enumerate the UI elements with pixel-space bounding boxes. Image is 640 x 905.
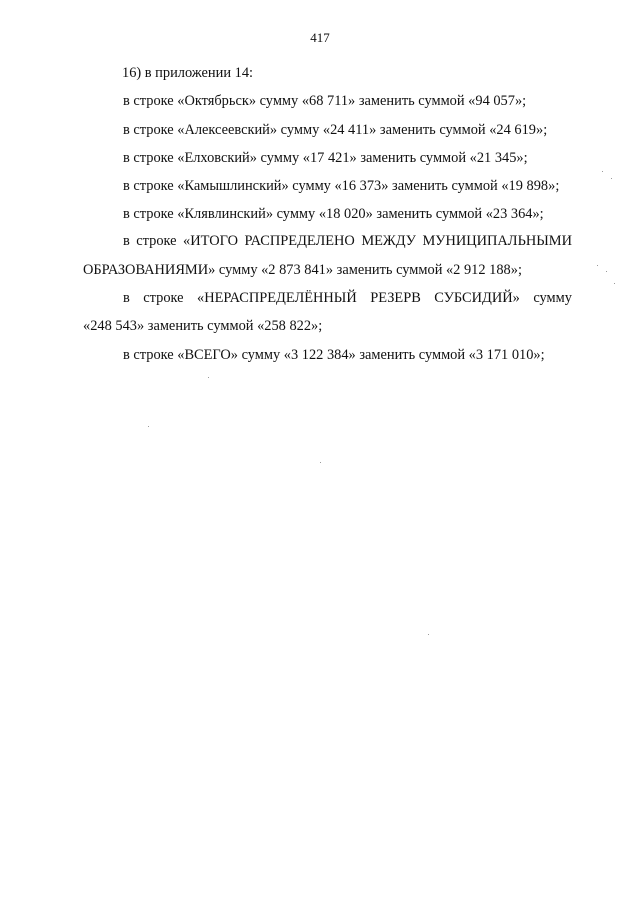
section-heading: 16) в приложении 14: — [122, 65, 254, 81]
word: СУБСИДИЙ» — [434, 290, 520, 306]
itogo-line-1 — [123, 232, 572, 250]
amendment-line: в строке «Клявлинский» сумму «18 020» заменить суммой «23 364»; — [123, 206, 544, 222]
word: строке — [143, 290, 184, 306]
scan-speck — [614, 283, 615, 284]
scan-speck — [602, 171, 603, 172]
scan-speck — [208, 377, 209, 378]
scan-speck — [606, 271, 607, 272]
amendment-line: в строке «Камышлинский» сумму «16 373» заменить суммой «19 898»; — [123, 178, 560, 194]
scan-speck — [148, 426, 149, 427]
total-line: в строке «ВСЕГО» сумму «3 122 384» заменить суммой «3 171 010»; — [123, 347, 545, 363]
word: в — [123, 233, 130, 249]
word: сумму — [533, 290, 572, 306]
amendment-line: в строке «Октябрьск» сумму «68 711» заменить суммой «94 057»; — [123, 93, 527, 109]
word: РАСПРЕДЕЛЕНО — [244, 233, 355, 249]
word: «НЕРАСПРЕДЕЛЁННЫЙ — [197, 290, 357, 306]
word: «ИТОГО — [183, 233, 238, 249]
word: МЕЖДУ — [361, 233, 416, 249]
amendment-line: в строке «Алексеевский» сумму «24 411» заменить суммой «24 619»; — [123, 122, 548, 138]
reserve-line-2: «248 543» заменить суммой «258 822»; — [83, 318, 323, 334]
word: РЕЗЕРВ — [370, 290, 421, 306]
word: МУНИЦИПАЛЬНЫМИ — [422, 233, 572, 249]
page-number: 417 — [310, 30, 330, 45]
scan-speck — [320, 462, 321, 463]
scan-speck — [597, 265, 598, 266]
scan-speck — [428, 634, 429, 635]
itogo-line-2: ОБРАЗОВАНИЯМИ» сумму «2 873 841» заменить суммой «2 912 188»; — [83, 262, 522, 278]
scan-speck — [611, 178, 612, 179]
amendment-line: в строке «Елховский» сумму «17 421» заменить суммой «21 345»; — [123, 150, 528, 166]
word: в — [123, 290, 130, 306]
reserve-line-1 — [123, 289, 572, 307]
word: строке — [136, 233, 177, 249]
